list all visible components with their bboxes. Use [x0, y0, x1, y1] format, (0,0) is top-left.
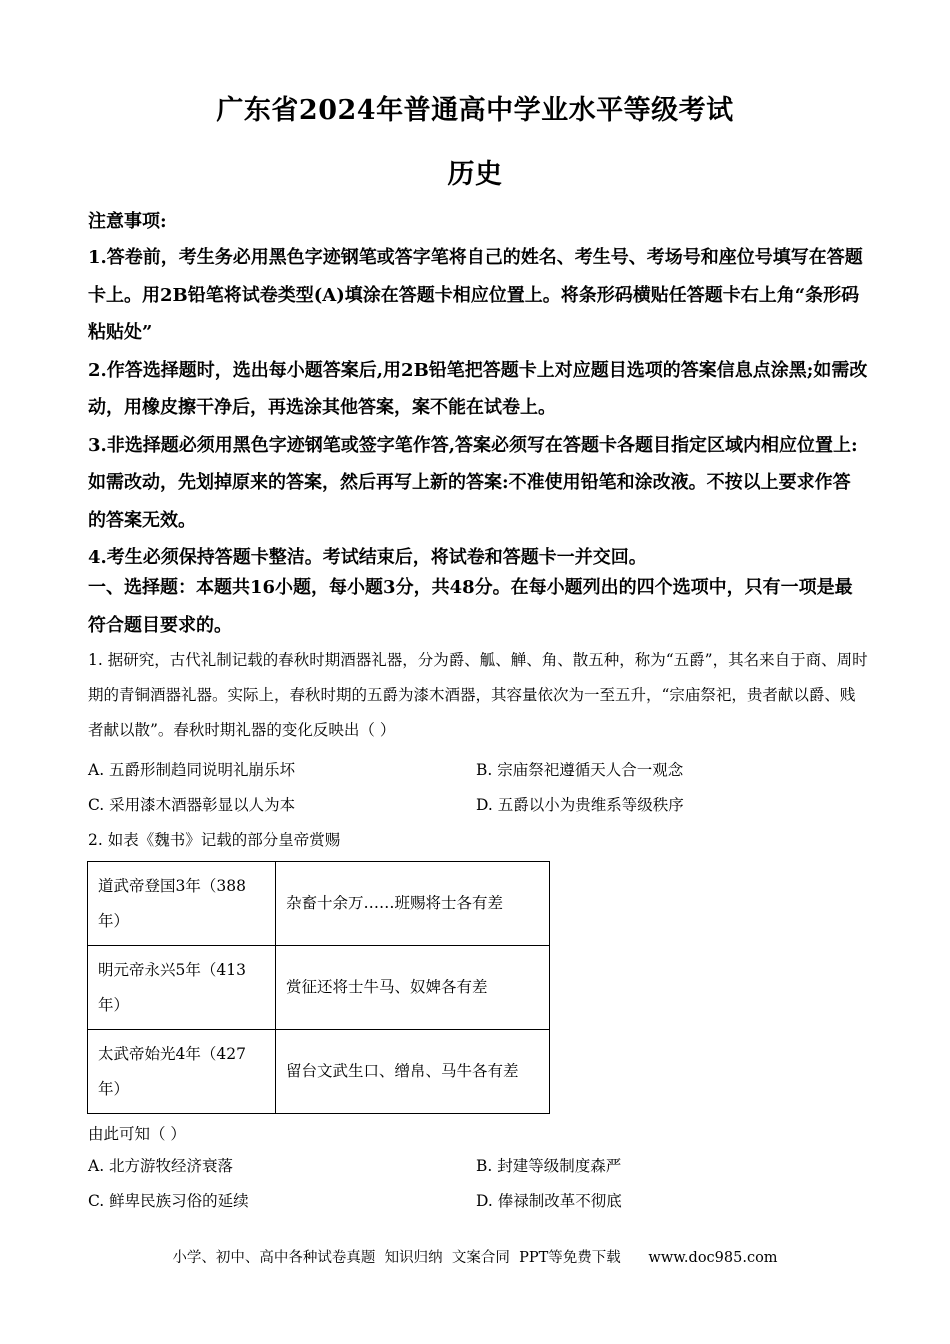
notice-item: 1.答卷前，考生务必用黑色字迹钢笔或答字笔将自己的姓名、考生号、考场号和座位号填写在答题卡上。用2B铅笔将试卷类型(A)填涂在答题卡相应位置上。将条形码横贴任答题卡右上角“条形码粘贴处”: [88, 247, 863, 343]
notice-item: 3.非选择题必须用黑色字迹钢笔或签字笔作答,答案必须写在答题卡各题目指定区域内相应位置上:如需改动，先划掉原来的答案，然后再写上新的答案:不准使用铅笔和涂改液。不按以上要求作答的答案无效。: [88, 434, 858, 531]
reward-table: [87, 861, 550, 1114]
question-2-option-a: A. 北方游牧经济衰落: [88, 1157, 234, 1175]
table-cell-period: 明元帝永兴5年（413年）: [88, 946, 276, 1030]
notice-heading: 注意事项:: [88, 211, 167, 232]
exam-title: 广东省2024年普通高中学业水平等级考试: [216, 95, 734, 126]
question-2-option-d: D. 俸禄制改革不彻底: [476, 1192, 622, 1210]
question-1-option-b: B. 宗庙祭祀遵循天人合一观念: [476, 761, 684, 779]
question-2-prompt: 由此可知（ ）: [88, 1125, 186, 1143]
question-1-option-a: A. 五爵形制趋同说明礼崩乐坏: [88, 761, 296, 779]
question-2-stem: 2. 如表《魏书》记载的部分皇帝赏赐: [88, 831, 341, 849]
notice-item: 4.考生必须保持答题卡整洁。考试结束后，将试卷和答题卡一并交回。: [88, 547, 647, 568]
table-cell-reward: 赏征还将士牛马、奴婢各有差: [276, 946, 550, 1030]
table-cell-reward: 留台文武生口、缯帛、马牛各有差: [276, 1030, 550, 1114]
table-cell-period: 太武帝始光4年（427年）: [88, 1030, 276, 1114]
table-row: [88, 862, 550, 946]
notice-list: [88, 239, 868, 577]
page-footer: 小学、初中、高中各种试卷真题 知识归纳 文案合同 PPT等免费下载 www.doc985.com: [172, 1250, 778, 1266]
question-2-option-b: B. 封建等级制度森严: [476, 1157, 622, 1175]
table-row: [88, 1030, 550, 1114]
question-1-stem: 1. 据研究，古代礼制记载的春秋时期酒器礼器，分为爵、觚、觯、角、散五种，称为“五爵”，其名来自于商、周时期的青铜酒器礼器。实际上，春秋时期的五爵为漆木酒器，其容量依次为一至五升，“宗庙祭祀，贵者献以爵、贱者献以散”。春秋时期礼器的变化反映出（ ）: [88, 651, 868, 739]
table-row: [88, 946, 550, 1030]
section-heading-text: 一、选择题：本题共16小题，每小题3分，共48分。在每小题列出的四个选项中，只有一项是最符合题目要求的。: [88, 577, 853, 636]
question-1-option-c: C. 采用漆木酒器彰显以人为本: [88, 796, 296, 814]
section-heading: [88, 569, 868, 644]
table-cell-reward: 杂畜十余万……班赐将士各有差: [276, 862, 550, 946]
question-2-option-c: C. 鲜卑民族习俗的延续: [88, 1192, 249, 1210]
subject-title: 历史: [447, 159, 503, 190]
question-1-option-d: D. 五爵以小为贵维系等级秩序: [476, 796, 684, 814]
notice-item: 2.作答选择题时，选出每小题答案后,用2B铅笔把答题卡上对应题目选项的答案信息点涂黑;如需改动，用橡皮擦干净后，再选涂其他答案，案不能在试卷上。: [88, 359, 868, 418]
table-cell-period: 道武帝登国3年（388年）: [88, 862, 276, 946]
